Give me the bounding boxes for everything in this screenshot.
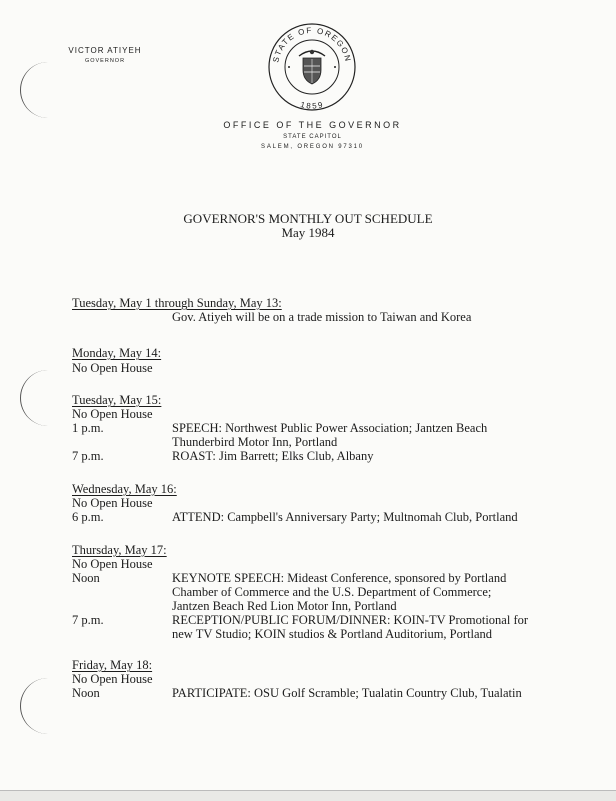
svg-text:1859 — [300, 100, 325, 111]
governor-name: VICTOR ATIYEH — [68, 46, 142, 55]
office-line: OFFICE OF THE GOVERNOR — [223, 120, 402, 130]
page-bottom-edge — [0, 790, 616, 801]
entry-line: Chamber of Commerce and the U.S. Department of Commerce; — [172, 585, 492, 599]
section-date: Tuesday, May 15: — [72, 393, 162, 407]
section-date: Monday, May 14: — [72, 346, 162, 360]
governor-title: GOVERNOR — [84, 58, 126, 64]
entry-label: No Open House — [72, 361, 153, 375]
entry-label: 1 p.m. — [72, 421, 104, 435]
office-header — [200, 120, 425, 150]
entry-line: ATTEND: Campbell's Anniversary Party; Multnomah Club, Portland — [172, 510, 518, 524]
city-line: SALEM, OREGON 97310 — [261, 144, 364, 150]
section-date: Thursday, May 17: — [72, 543, 167, 557]
entry-line: new TV Studio; KOIN studios & Portland Auditorium, Portland — [172, 627, 493, 641]
document-subtitle: May 1984 — [281, 225, 335, 240]
seal-year: 1859 — [299, 100, 325, 111]
punch-hole-middle — [20, 370, 49, 426]
document-title: GOVERNOR'S MONTHLY OUT SCHEDULE — [183, 211, 433, 226]
entry-label: No Open House — [72, 496, 153, 510]
governor-block — [50, 46, 160, 64]
entry-line: KEYNOTE SPEECH: Mideast Conference, sponsored by Portland — [172, 571, 507, 585]
punch-hole-top — [20, 62, 49, 118]
seal-top-text: STATE OF OREGON — [271, 25, 353, 64]
document-title-block — [0, 212, 616, 240]
entry-line: ROAST: Jim Barrett; Elks Club, Albany — [172, 449, 374, 463]
state-seal-icon — [267, 22, 357, 112]
entry-label: No Open House — [72, 407, 153, 421]
entry-label: 6 p.m. — [72, 510, 104, 524]
entry-line: Gov. Atiyeh will be on a trade mission to Taiwan and Korea — [172, 310, 472, 324]
entry-line: SPEECH: Northwest Public Power Association; Jantzen Beach — [172, 421, 488, 435]
entry-label: Noon — [72, 571, 100, 585]
section-date: Tuesday, May 1 through Sunday, May 13: — [72, 296, 282, 310]
entry-line: Jantzen Beach Red Lion Motor Inn, Portland — [172, 599, 397, 613]
entry-label: 7 p.m. — [72, 613, 104, 627]
entry-line: RECEPTION/PUBLIC FORUM/DINNER: KOIN-TV Promotional for — [172, 613, 529, 627]
entry-label: Noon — [72, 686, 100, 700]
punch-hole-bottom — [20, 678, 49, 734]
capitol-line: STATE CAPITOL — [283, 134, 342, 140]
entry-line: Thunderbird Motor Inn, Portland — [172, 435, 338, 449]
entry-label: No Open House — [72, 672, 153, 686]
entry-label: 7 p.m. — [72, 449, 104, 463]
section-date: Wednesday, May 16: — [72, 482, 177, 496]
entry-line: PARTICIPATE: OSU Golf Scramble; Tualatin Country Club, Tualatin — [172, 686, 522, 700]
entry-label: No Open House — [72, 557, 153, 571]
section-date: Friday, May 18: — [72, 658, 153, 672]
